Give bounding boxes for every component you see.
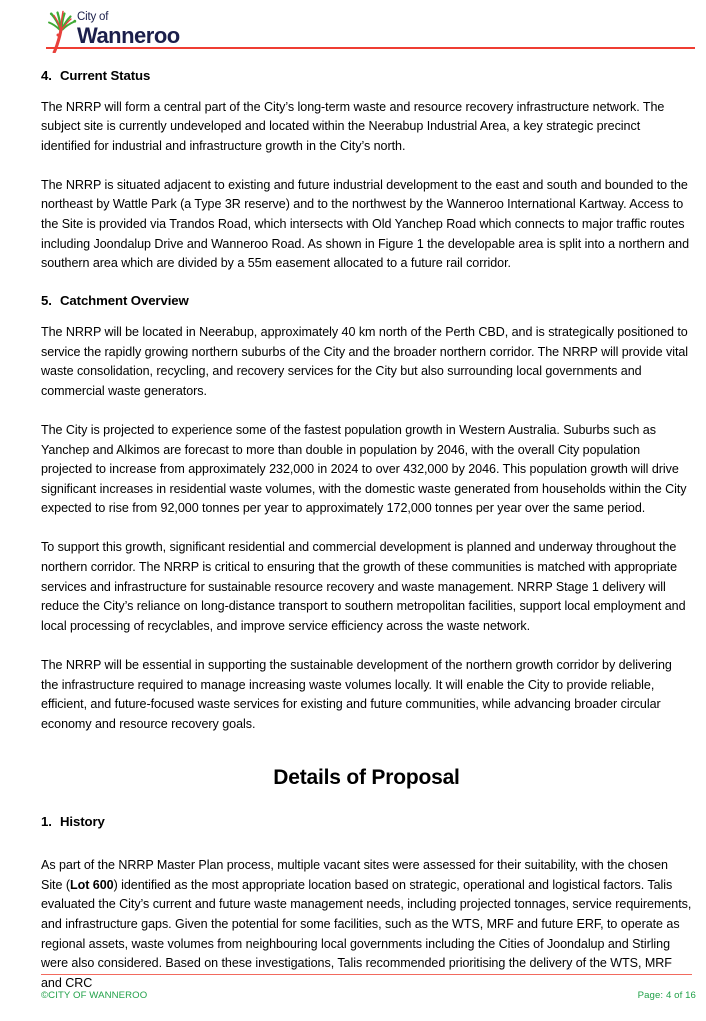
heading-title: Catchment Overview [60, 293, 189, 309]
logo-wordmark [77, 12, 180, 47]
heading-title: Current Status [60, 68, 151, 83]
history-text-before-lot: As part of the NRRP Master Plan process, multiple vacant sites were assessed for their suitability, with the chosen Site ( [41, 858, 668, 892]
heading-history [41, 814, 692, 831]
heading-catchment-overview [41, 293, 692, 310]
title-spacer [41, 792, 692, 814]
heading-number: 4. [41, 68, 52, 83]
footer-divider [41, 974, 692, 975]
logo-wanneroo-text: Wanneroo [77, 22, 180, 48]
paragraph-spacer [41, 519, 692, 539]
paragraph-catchment-4: The NRRP will be essential in supporting the sustainable development of the northern growth corridor by delivering the infrastructure required to manage increasing waste volumes locally. It will enable the City to provide reliable, efficient, and future-focused waste services for existing and future communities, while advancing broader circular economy and resource recovery goals. [41, 658, 672, 731]
page-footer [41, 990, 696, 1001]
heading-title: History [60, 813, 105, 829]
paragraph-catchment-2: The City is projected to experience some of the fastest population growth in Western Australia. Suburbs such as Yanchep and Alkimos are forecast to more than double in population by 2046, with the overall City population projected to increase from approximately 232,000 in 2024 to over 432,000 by 2046. This population growth will drive significant increases in residential waste volumes, with the domestic waste generated from households within the City expected to rise from 92,000 tonnes per year to approximately 172,000 tonnes per year over the same period. [41, 422, 687, 516]
heading-number: 1. [41, 813, 52, 829]
paragraph-spacer [41, 843, 692, 856]
heading-number: 5. [41, 293, 52, 309]
page-title: Details of Proposal [273, 766, 460, 790]
history-text-after-lot: ) identified as the most appropriate location based on strategic, operational and logistical factors. Talis evaluated the City’s current and future waste management needs, including projected tonnages, service requirements, and infrastructure gaps. Given the potential for some facilities, such as the WTS, MRF and future ERF, to operate as regional assets, waste volumes from neighbouring local governments including the Cities of Joondalup and Stirling were also considered. Based on these investigations, Talis recommended prioritising the delivery of the WTS, MRF and CRC [41, 877, 692, 990]
heading-current-status [41, 68, 692, 85]
footer-page-number: Page: 4 of 16 [637, 990, 696, 1001]
paragraph-current-status-2: The NRRP is situated adjacent to existing and future industrial development to the east and south and bounded to the northeast by Wattle Park (a Type 3R reserve) and to the northwest by the Wanneroo International Kartway. Access to the Site is provided via Trandos Road, which intersects with Old Yanchep Road which connects to major traffic routes including Joondalup Drive and Wanneroo Road. As shown in Figure 1 the developable area is split into a northern and southern area which are divided by a 55m easement allocated to a future rail corridor. [41, 177, 690, 271]
document-body [41, 68, 692, 993]
paragraph-catchment-3: To support this growth, significant residential and commercial development is planned and underway throughout the northern corridor. The NRRP is critical to ensuring that the growth of these communities is matched with appropriate services and infrastructure for sustainable resource recovery and waste management. NRRP Stage 1 delivery will reduce the City’s reliance on long-distance transport to southern metropolitan facilities, support local employment and local processing of recyclables, and improve service efficiency across the waste network. [41, 540, 686, 633]
paragraph-spacer [41, 636, 692, 656]
logo-city-of-text: City of [77, 11, 109, 23]
footer-copyright: ©CITY OF WANNEROO [41, 990, 148, 1001]
page-header [0, 0, 706, 58]
paragraph-spacer [41, 274, 692, 294]
paragraph-catchment-1: The NRRP will be located in Neerabup, approximately 40 km north of the Perth CBD, and is strategically positioned to service the rapidly growing northern suburbs of the City and the broader northern corridor. The NRRP will provide vital waste consolidation, recycling, and recovery services for the City but also surrounding local governments and commercial waste generators. [41, 324, 689, 398]
title-spacer [41, 734, 692, 764]
header-divider [46, 47, 695, 49]
paragraph-spacer [41, 401, 692, 421]
paragraph-spacer [41, 156, 692, 176]
lot-number-emphasis: Lot 600 [69, 877, 114, 892]
paragraph-history-1 [41, 856, 692, 993]
paragraph-current-status-1: The NRRP will form a central part of the City’s long-term waste and resource recovery infrastructure network. The subject site is currently undeveloped and located within the Neerabup Industrial Area, a key strategic precinct identified for industrial and infrastructure growth in the City’s north. [41, 99, 665, 153]
